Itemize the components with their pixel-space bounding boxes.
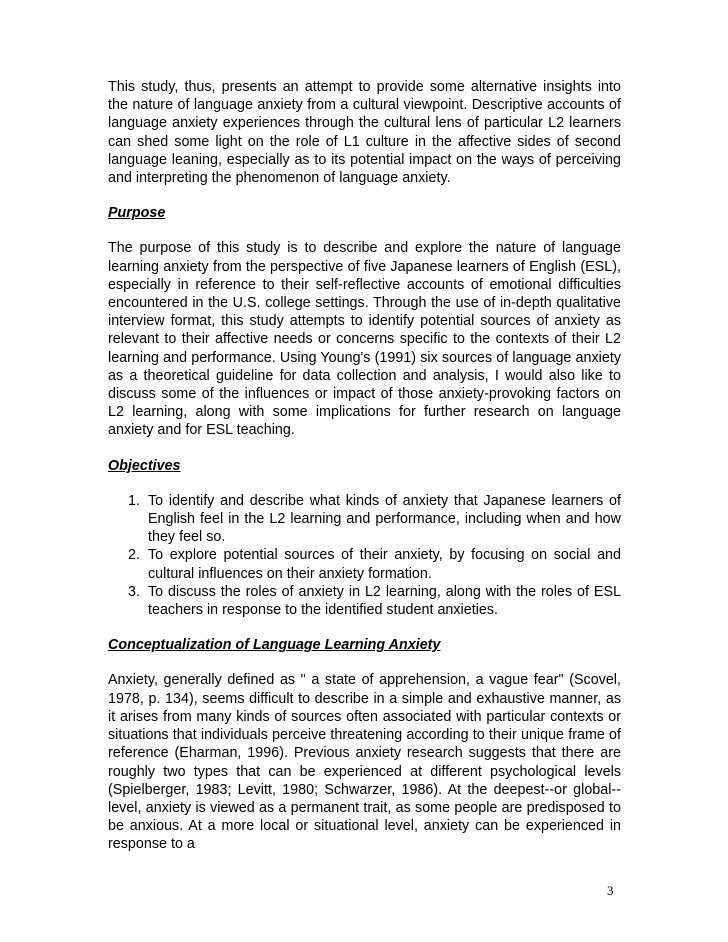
- objective-text: To discuss the roles of anxiety in L2 learning, along with the roles of ESL teachers in response to the identified student anxieties.: [148, 583, 621, 619]
- objective-item: [108, 583, 621, 619]
- objective-number: 2.: [128, 547, 140, 564]
- page-content: [108, 78, 621, 854]
- objective-number: 3.: [128, 583, 140, 600]
- purpose-paragraph: The purpose of this study is to describe and explore the nature of language learning anxiety from the perspective of five Japanese learners of English (ESL), especially in reference to their self-reflective accounts of emotional difficulties encountered in the U.S. college settings. Through the use of in-depth qualitative interview format, this study attempts to identify potential sources of anxiety as relevant to their affective needs or concerns specific to the contexts of their L2 learning and performance. Using Young's (1991) six sources of language anxiety as a theoretical guideline for data collection and analysis, I would also like to discuss some of the influences or impact of those anxiety-provoking factors on L2 learning, along with some implications for further research on language anxiety and for ESL teaching.: [108, 240, 621, 439]
- objective-item: [108, 492, 621, 547]
- objective-item: [108, 546, 621, 582]
- objective-text: To explore potential sources of their anxiety, by focusing on social and cultural influences on their anxiety formation.: [148, 547, 621, 582]
- purpose-heading: Purpose: [108, 205, 166, 222]
- page-number: 3: [607, 883, 614, 898]
- conceptualization-heading: Conceptualization of Language Learning Anxiety: [108, 637, 441, 654]
- objective-text: To identify and describe what kinds of anxiety that Japanese learners of English feel in the L2 learning and performance, including when and how they feel so.: [148, 492, 621, 546]
- objectives-heading: Objectives: [108, 457, 181, 474]
- conceptualization-paragraph: Anxiety, generally defined as " a state of apprehension, a vague fear" (Scovel, 1978, p. 134), seems difficult to describe in a simple and exhaustive manner, as it arises from many kinds of sources often associated with particular contexts or situations that individuals perceive threatening according to their unique frame of reference (Eharman, 1996). Previous anxiety research suggests that there are roughly two types that can be experienced at different psychological levels (Spielberger, 1983; Levitt, 1980; Schwarzer, 1986). At the deepest--or global--level, anxiety is viewed as a permanent trait, as some people are predisposed to be anxious. At a more local or situational level, anxiety can be experienced in response to a: [108, 672, 621, 853]
- objectives-list: [108, 492, 621, 619]
- intro-paragraph: This study, thus, presents an attempt to provide some alternative insights into the nature of language anxiety from a cultural viewpoint. Descriptive accounts of language anxiety experiences through the cultural lens of particular L2 learners can shed some light on the role of L1 culture in the affective sides of second language leaning, especially as to its potential impact on the ways of perceiving and interpreting the phenomenon of language anxiety.: [108, 79, 621, 187]
- objective-number: 1.: [128, 492, 140, 509]
